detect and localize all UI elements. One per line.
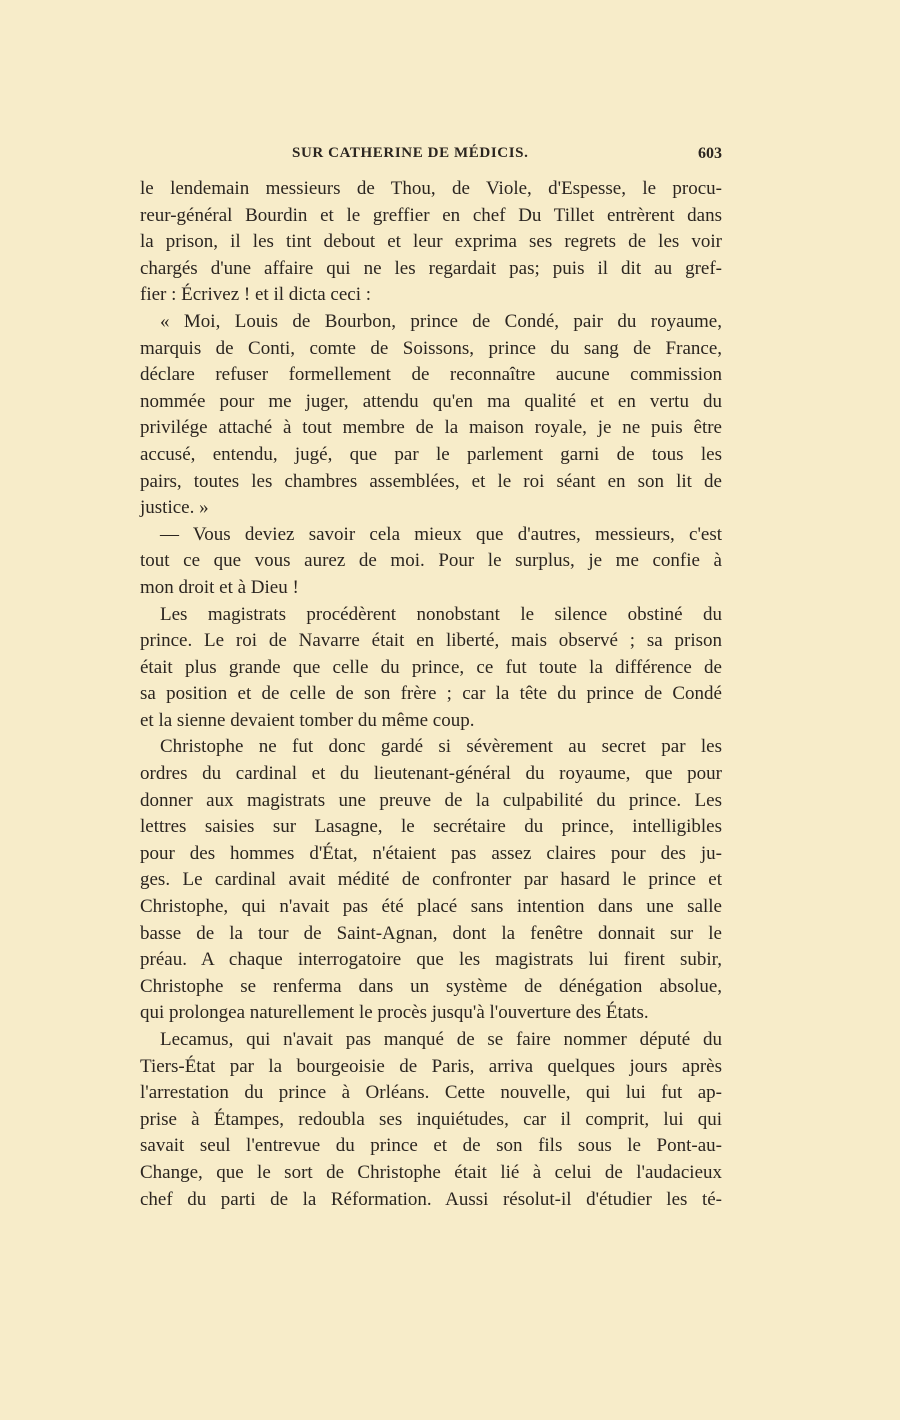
text-line: Tiers-État par la bourgeoisie de Paris, arriva quelques jours après (140, 1055, 722, 1077)
text-line: chef du parti de la Réformation. Aussi résolut-il d'étudier les té- (140, 1188, 722, 1210)
text-line: déclare refuser formellement de reconnaître aucune commission (140, 364, 722, 386)
paragraph-first-line: Christophe ne fut donc gardé si sévèrement au secret par les (160, 736, 722, 758)
text-line: prince. Le roi de Navarre était en liberté, mais observé ; sa prison (140, 630, 722, 652)
text-line: pairs, toutes les chambres assemblées, et le roi séant en son lit de (140, 470, 722, 492)
text-line: ges. Le cardinal avait médité de confronter par hasard le prince et (140, 869, 722, 891)
paragraph-first-line: « Moi, Louis de Bourbon, prince de Condé, pair du royaume, (160, 310, 722, 332)
text-line: était plus grande que celle du prince, ce fut toute la différence de (140, 656, 722, 678)
text-line: savait seul l'entrevue du prince et de son fils sous le Pont-au- (140, 1135, 722, 1157)
paragraph-first-line: — Vous deviez savoir cela mieux que d'autres, messieurs, c'est (160, 523, 722, 545)
text-line: ordres du cardinal et du lieutenant-général du royaume, que pour (140, 763, 722, 785)
text-line: marquis de Conti, comte de Soissons, prince du sang de France, (140, 337, 722, 359)
running-title: SUR CATHERINE DE MÉDICIS. (292, 145, 529, 161)
text-line: justice. » (140, 497, 209, 519)
text-line: privilége attaché à tout membre de la maison royale, je ne puis être (140, 417, 722, 439)
text-line: Christophe se renferma dans un système de dénégation absolue, (140, 975, 722, 997)
text-line: Change, que le sort de Christophe était lié à celui de l'audacieux (140, 1161, 722, 1183)
text-line: l'arrestation du prince à Orléans. Cette nouvelle, qui lui fut ap- (140, 1082, 722, 1104)
text-line: et la sienne devaient tomber du même coup. (140, 709, 475, 731)
text-line: fier : Écrivez ! et il dicta ceci : (140, 284, 372, 306)
text-line: accusé, entendu, jugé, que par le parlement garni de tous les (140, 443, 722, 465)
text-line: tout ce que vous aurez de moi. Pour le surplus, je me confie à (140, 550, 722, 572)
running-header (140, 145, 722, 169)
text-line: basse de la tour de Saint-Agnan, dont la fenêtre donnait sur le (140, 922, 722, 944)
text-line: préau. A chaque interrogatoire que les magistrats lui firent subir, (140, 949, 722, 971)
text-line: sa position et de celle de son frère ; car la tête du prince de Condé (140, 683, 722, 705)
text-line: le lendemain messieurs de Thou, de Viole, d'Espesse, le procu- (140, 178, 722, 199)
text-line: donner aux magistrats une preuve de la culpabilité du prince. Les (140, 789, 722, 811)
text-line: prise à Étampes, redoubla ses inquiétudes, car il comprit, lui qui (140, 1108, 722, 1130)
text-line: pour des hommes d'État, n'étaient pas assez claires pour des ju- (140, 842, 722, 864)
text-line: la prison, il les tint debout et leur exprima ses regrets de les voir (140, 231, 722, 253)
text-line: mon droit et à Dieu ! (140, 576, 299, 598)
paragraph-first-line: Lecamus, qui n'avait pas manqué de se faire nommer député du (160, 1029, 722, 1050)
paragraph-first-line: Les magistrats procédèrent nonobstant le silence obstiné du (160, 603, 722, 625)
text-line: chargés d'une affaire qui ne les regardait pas; puis il dit au gref- (140, 257, 722, 279)
text-line: qui prolongea naturellement le procès jusqu'à l'ouverture des États. (140, 1002, 649, 1024)
text-line: Christophe, qui n'avait pas été placé sans intention dans une salle (140, 896, 722, 918)
text-line: reur-général Bourdin et le greffier en chef Du Tillet entrèrent dans (140, 204, 722, 226)
page-number: 603 (698, 145, 722, 162)
page-body-text (140, 176, 722, 1213)
text-line: lettres saisies sur Lasagne, le secrétaire du prince, intelligibles (140, 816, 722, 838)
text-line: nommée pour me juger, attendu qu'en ma qualité et en vertu du (140, 390, 722, 412)
